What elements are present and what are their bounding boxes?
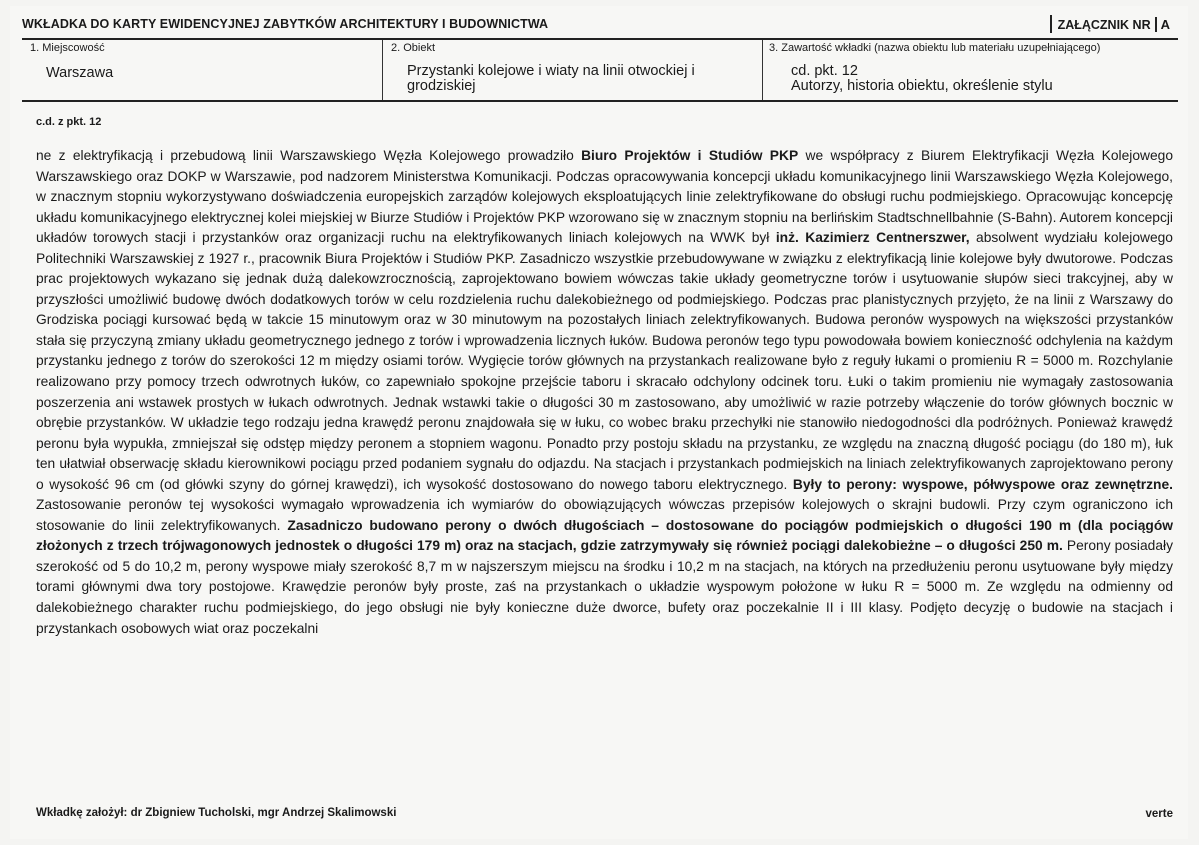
locality-value: Warszawa (46, 65, 114, 81)
body-bold-segment: inż. Kazimierz Centnerszwer, (775, 230, 970, 246)
content-value-line-2: Autorzy, historia obiektu, określenie stylu (791, 78, 1053, 94)
card-fields (22, 40, 1178, 102)
content-value-line-1: cd. pkt. 12 (791, 63, 858, 79)
annex-separator (1050, 15, 1052, 33)
annex-letter: A (1155, 17, 1170, 32)
field-content (762, 40, 1179, 100)
content-label: 3. Zawartość wkładki (nazwa obiektu lub materiału uzupełniającego) (769, 42, 1101, 54)
body-segment: Perony posiadały szerokość od 5 do 10,2 m, perony wyspowe miały szerokość 8,7 m w najszerszym miejscu na środku i 10,2 m na stacjach, na których na przedłużeniu peronu usytuowane były między torami głównymi dwa tory postojowe. Krawędzie peronów były proste, zaś na przystankach o układzie wyspowym położone w łuku R = 5000 m. Ze względu na odmienny od dalekobieżnego charakter ruchu podmiejskiego, do jego obsługi nie były konieczne duże dworce, bufety oraz poczekalnie II i III klasy. Podjęto decyzję o budowie na stacjach i przystankach osobowych wiat oraz poczekalni (36, 538, 1173, 636)
object-value: Przystanki kolejowe i wiaty na linii otwockiej i grodziskiej (407, 63, 695, 94)
locality-label: 1. Miejscowość (30, 42, 105, 54)
continuation-label: c.d. z pkt. 12 (36, 116, 102, 128)
field-object (382, 40, 763, 100)
field-locality (22, 40, 382, 100)
body-segment: ne z elektryfikacją i przebudową linii Warszawskiego Węzła Kolejowego prowadziło (36, 148, 582, 163)
object-label: 2. Obiekt (391, 42, 436, 54)
content-value (791, 64, 1053, 94)
body-segment: Zastosowanie peronów tej wysokości wymagało wprowadzenia ich wymiarów do obowiązujących wówczas przepisów kolejowych o skrajni budowli. Przy czym ograniczono ich stosowanie do linii zelektryfikowanych. (36, 497, 1173, 533)
card-title: WKŁADKA DO KARTY EWIDENCYJNEJ ZABYTKÓW ARCHITEKTURY I BUDOWNICTWA (22, 17, 549, 31)
annex-number (1050, 17, 1170, 33)
body-bold-segment: Zasadniczo budowano perony o dwóch długościach – dostosowane do pociągów podmiejskich o długości 190 m (dla pociągów złożonych z trzech trójwagonowych jednostek o długości 179 m) oraz na stacjach, gdzie zatrzymywały się również pociągi dalekobieżne – o długości 250 m. (36, 517, 1173, 554)
body-bold-segment: Biuro Projektów i Studiów PKP (581, 148, 799, 163)
body-segment: absolwent wydziału kolejowego Politechniki Warszawskiej z 1927 r., pracownik Biura Projektów i Studiów PKP. Zasadniczo wszystkie przebudowywane w związku z elektryfikacją linie kolejowe były dwutorowe. Podczas prac projektowych wykazano się jednak dużą dalekowzrocznością, zaprojektowano bowiem wówczas takie układy geometryczne torów i usytuowanie słupów sieci trakcyjnej, aby w przyszłości umożliwić budowę dwóch dodatkowych torów w celu rozdzielenia ruchu dalekobieżnego od podmiejskiego. Podczas prac planistycznych przyjęto, że na linii z Warszawy do Grodziska pociągi kursować będą w takcie 15 minutowym oraz w 30 minutowym na pozostałych liniach zelektryfikowanych. Budowa peronów wyspowych na większości przystanków stała się przyczyną zmiany układu geometrycznego jednego z torów i wprowadzenia licznych łuków. Budowa peronów tego typu powodowała bowiem konieczność odchylenia na każdym przystanku jednego z torów do szerokości 12 m między osiami torów. Wygięcie torów głównych na przystankach realizowane było z reguły łukami o promieniu R = 5000 m. Rozchylanie realizowano przy pomocy trzech odwrotnych łuków, co zapewniało spokojne przejście taboru i skracało odchylony odcinek toru. Łuki o takim promieniu nie wymagały zastosowania poszerzenia ani wstawek prostych w łukach odwrotnych. Jednak wstawki takie o długości 30 m zastosowano, aby umożliwić w razie potrzeby włączenie do torów głównych bocznic w obrębie przystanków. W układzie tego rodzaju jedna krawędź peronu znajdowała się w łuku, co wobec braku przechyłki nie stanowiło niedogodności dla podróżnych. Ponieważ krawędź peronu była wypukła, zmniejszał się odstęp między peronem a stopniem wagonu. Ponadto przy postoju składu na przystanku, ze względu na znaczną długość pociągu (do 180 m), łuk ten ułatwiał obserwację składu kierownikowi pociągu przed podaniem sygnału do odjazdu. Na stacjach i przystankach podmiejskich na liniach zelektryfikowanych zaprojektowano perony o wysokość 96 cm (od główki szyny do górnej krawędzi), ich wysokość dostosowano do nowego taboru elektrycznego. (36, 230, 1173, 492)
body-segment: we współpracy z Biurem Elektryfikacji Węzła Kolejowego Warszawskiego oraz DOKP w Warszawie, pod nadzorem Ministerstwa Komunikacji. Podczas opracowywania koncepcji układu komunikacyjnego linii Warszawskiego Węzła Kolejowego, w znacznym stopniu wykorzystywano doświadczenia europejskich zarządów kolejowych eksploatujących linie zelektryfikowane do obsługi ruchu podmiejskiego. Opracowując koncepcję układu komunikacyjnego elektrycznej kolei miejskiej w Biurze Studiów i Projektów PKP wzorowano się w znacznym stopniu na berlińskim Stadtschnellbahnie (S-Bahn). Autorem koncepcji układów torowych stacji i przystanków oraz organizacji ruchu na elektryfikowanych liniach kolejowych na WWK był (36, 148, 1173, 246)
footer-authors: Wkładkę założył: dr Zbigniew Tucholski, mgr Andrzej Skalimowski (36, 807, 397, 819)
body-text (36, 146, 1173, 639)
footer-verte: verte (1145, 808, 1173, 820)
body-bold-segment: Były to perony: wyspowe, półwyspowe oraz zewnętrzne. (792, 476, 1173, 492)
annex-label: ZAŁĄCZNIK NR (1057, 18, 1151, 32)
card-header (22, 10, 1178, 40)
